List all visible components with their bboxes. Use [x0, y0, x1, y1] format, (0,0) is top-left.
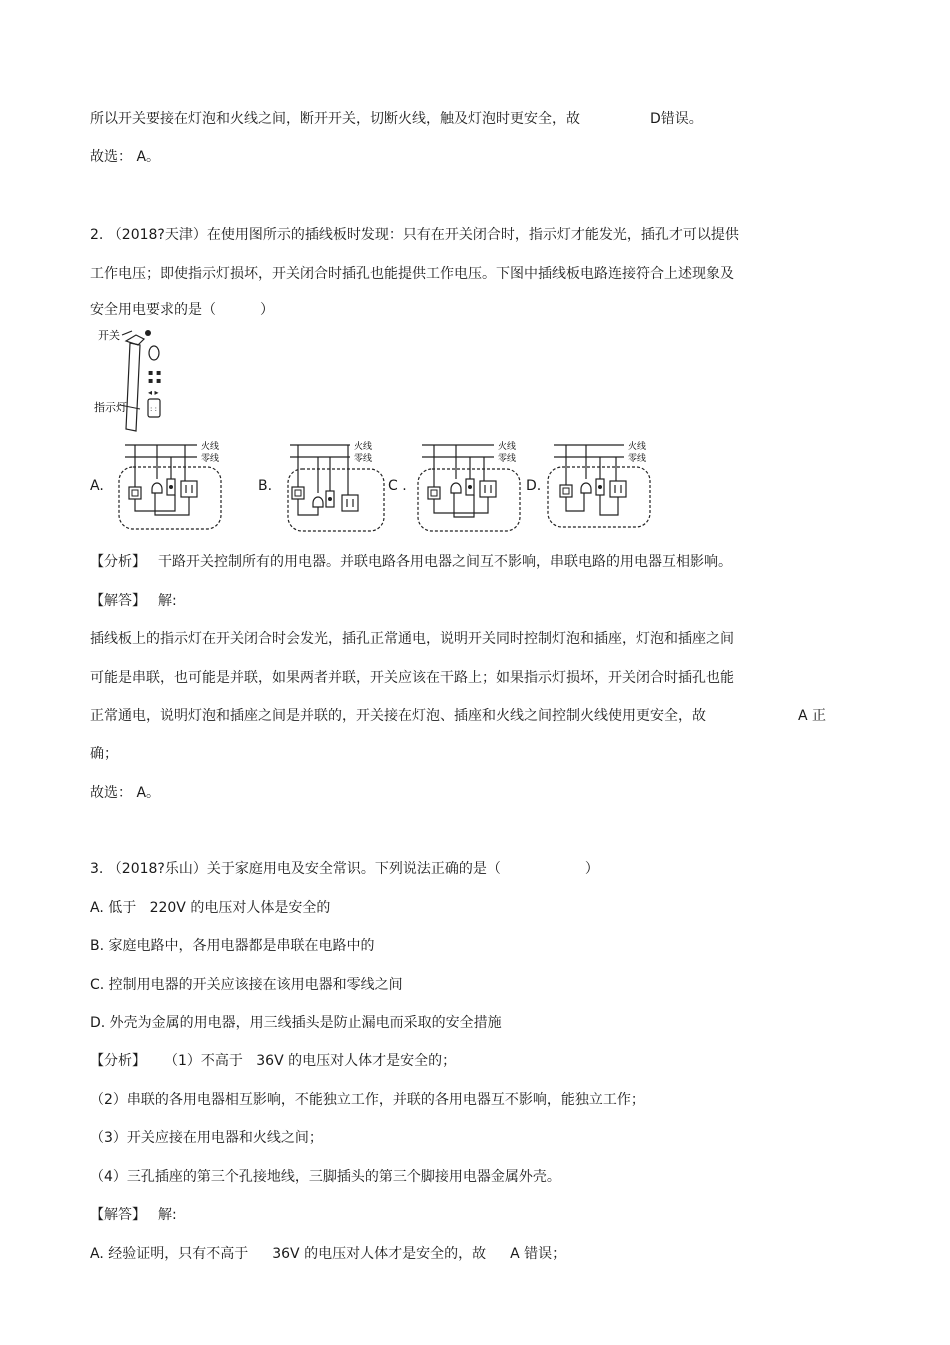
switch-label: 开关: [98, 329, 120, 342]
text-segment: 安全用电要求的是（: [90, 302, 216, 318]
text-segment: D错误。: [650, 111, 703, 127]
text-line: [90, 706, 826, 726]
text-segment: 所以开关要接在灯泡和火线之间，断开开关，切断火线，触及灯泡时更安全，故: [90, 111, 580, 127]
solution-tag: 【解答】: [90, 593, 146, 609]
neutral-wire-label: 零线: [498, 454, 517, 464]
indicator-label: 指示灯: [94, 401, 127, 414]
neutral-wire-label: 零线: [354, 454, 373, 464]
text-segment: A. 经验证明，只有不高于: [90, 1246, 249, 1262]
answer-line: 故选： A。: [90, 149, 161, 165]
power-strip-figure: [92, 325, 172, 435]
analysis-line: [90, 1051, 456, 1071]
text-segment: 解:: [158, 1207, 177, 1223]
option-label-b: B.: [258, 478, 273, 494]
text-segment: 3. （2018?乐山）关于家庭用电及安全常识。下列说法正确的是（: [90, 861, 501, 877]
svg-text:▪ ▪: ▪ ▪: [148, 368, 162, 377]
live-wire-label: 火线: [201, 442, 220, 452]
solution-line: [90, 1205, 177, 1225]
live-wire-label: 火线: [498, 442, 517, 452]
text-line: 确；: [90, 746, 118, 762]
text-line: （4）三孔插座的第三个孔接地线，三脚插头的第三个脚接用电器金属外壳。: [90, 1169, 561, 1185]
text-segment: ）: [584, 861, 599, 877]
option-line: B. 家庭电路中，各用电器都是串联在电路中的: [90, 938, 375, 954]
circuit-diagram-d: [540, 437, 660, 533]
question-stem: 2. （2018?天津）在使用图所示的插线板时发现：只有在开关闭合时，指示灯才能发光，插孔才可以提供: [90, 227, 739, 243]
neutral-wire-label: 零线: [201, 454, 220, 464]
circuit-diagram-b: [280, 437, 400, 533]
svg-text:◂ ▸: ◂ ▸: [148, 388, 159, 397]
analysis-tag: 【分析】: [90, 1053, 146, 1069]
text-segment: A 错误；: [510, 1246, 567, 1262]
option-line: C. 控制用电器的开关应该接在该用电器和零线之间: [90, 977, 403, 993]
text-line: 插线板上的指示灯在开关闭合时会发光，插孔正常通电，说明开关同时控制灯泡和插座，灯泡和插座之间: [90, 631, 734, 647]
text-segment: 正常通电，说明灯泡和插座之间是并联的，开关接在灯泡、插座和火线之间控制火线使用更安全，故: [90, 708, 706, 724]
circuit-diagram-c: [412, 437, 532, 533]
svg-text:: :: : :: [150, 405, 157, 413]
text-segment: ）: [260, 302, 274, 318]
text-segment: 36V 的电压对人体才是安全的，故: [272, 1246, 487, 1262]
analysis-line: [90, 552, 732, 572]
solution-tag: 【解答】: [90, 1207, 146, 1223]
text-line: 可能是串联，也可能是并联，如果两者并联，开关应该在干路上；如果指示灯损坏，开关闭合时插孔也能: [90, 670, 734, 686]
text-segment: （1）不高于 36V 的电压对人体才是安全的；: [164, 1053, 457, 1069]
question-stem: [90, 300, 274, 320]
option-label-d: D.: [526, 478, 542, 494]
circuit-diagram-a: [115, 437, 235, 533]
svg-text:▪ ▪: ▪ ▪: [148, 376, 162, 385]
live-wire-label: 火线: [628, 442, 647, 452]
text-segment: A 正: [798, 708, 827, 724]
question-stem: [90, 859, 599, 879]
option-line: D. 外壳为金属的用电器，用三线插头是防止漏电而采取的安全措施: [90, 1015, 502, 1031]
option-line: A. 低于 220V 的电压对人体是安全的: [90, 900, 331, 916]
answer-line: 故选： A。: [90, 785, 161, 801]
text-line: [90, 1244, 566, 1264]
text-line: [90, 109, 703, 129]
option-label-a: A.: [90, 478, 104, 494]
text-segment: 干路开关控制所有的用电器。并联电路各用电器之间互不影响，串联电路的用电器互相影响。: [158, 554, 732, 570]
option-label-c: C .: [388, 478, 407, 494]
analysis-tag: 【分析】: [90, 554, 146, 570]
solution-line: [90, 591, 177, 611]
text-line: （3）开关应接在用电器和火线之间；: [90, 1130, 323, 1146]
question-stem: 工作电压；即使指示灯损坏，开关闭合时插孔也能提供工作电压。下图中插线板电路连接符合上述现象及: [90, 266, 734, 282]
live-wire-label: 火线: [354, 442, 373, 452]
text-segment: 解:: [158, 593, 177, 609]
text-line: （2）串联的各用电器相互影响，不能独立工作，并联的各用电器互不影响，能独立工作；: [90, 1092, 645, 1108]
neutral-wire-label: 零线: [628, 454, 647, 464]
